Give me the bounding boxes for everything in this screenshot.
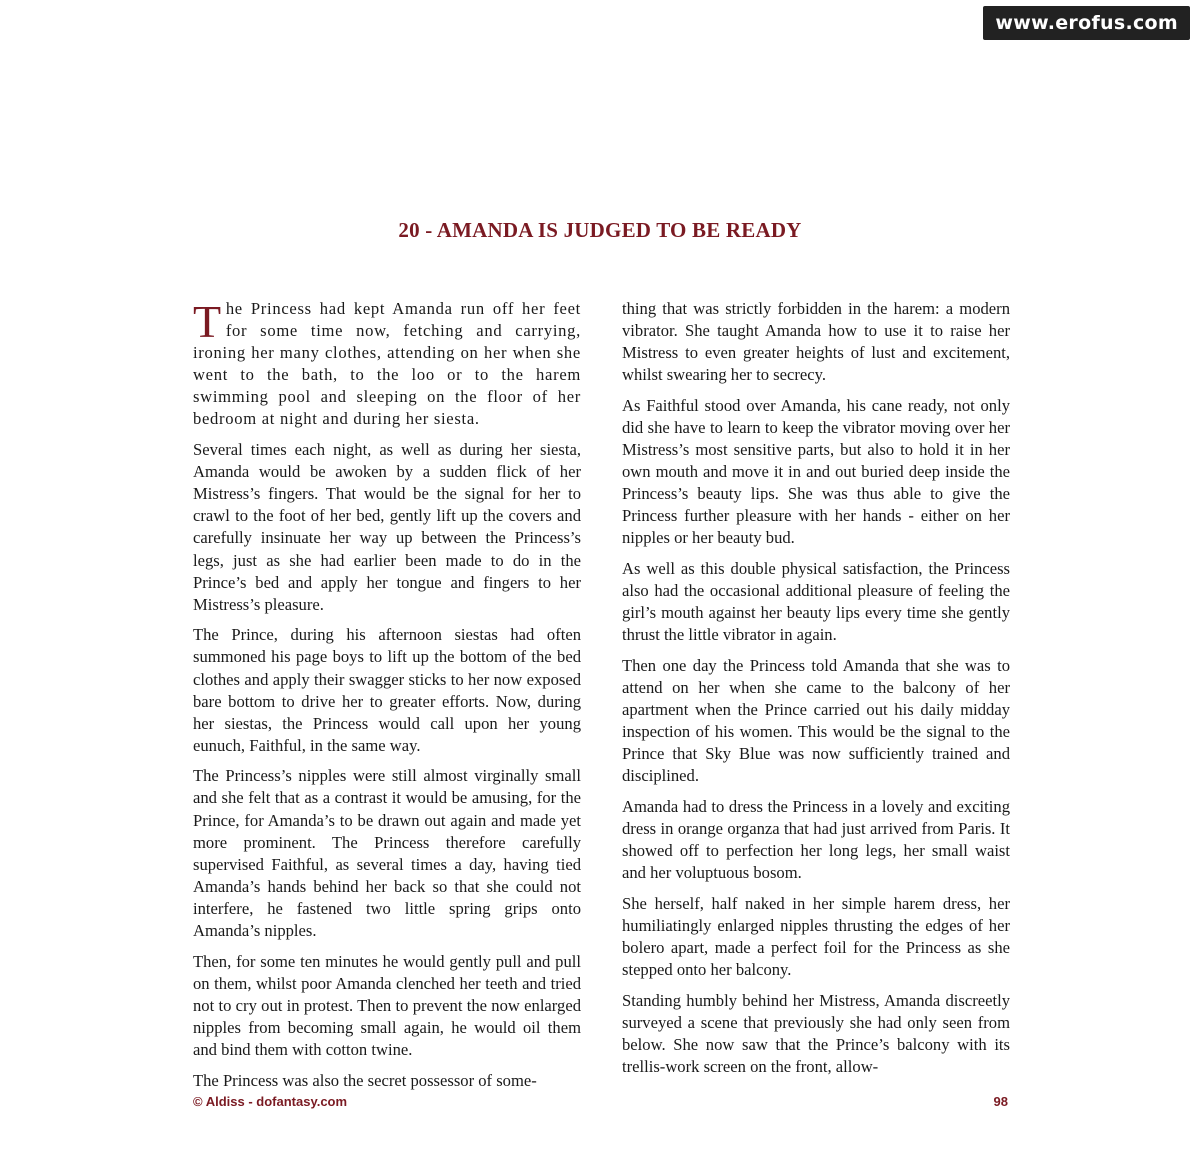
opening-paragraph-text: he Princess had kept Amanda run off her feet for some time now, fetching and carrying, ironing her many clothes, attending on her when she went to the bath, to the loo or to the harem swimming pool and sleeping on the floor of her bedroom at night and during her siesta. (193, 299, 581, 429)
paragraph: As Faithful stood over Amanda, his cane ready, not only did she have to learn to keep the vibrator moving over her Mistress’s most sensitive parts, but also to hold it in her own mouth and move it in and out buried deep inside the Princess’s beauty lips. She was thus able to give the Princess further pleasure with her hands - either on her nipples or her beauty bud. (622, 395, 1010, 548)
paragraph: Standing humbly behind her Mistress, Amanda discreetly surveyed a scene that previously she had only seen from below. She now saw that the Prince’s balcony with its trellis-work screen on the front, allow- (622, 990, 1010, 1076)
page-number: 98 (993, 1094, 1008, 1109)
opening-paragraph (193, 298, 581, 431)
paragraph: Several times each night, as well as during her siesta, Amanda would be awoken by a sudden flick of her Mistress’s fingers. That would be the signal for her to crawl to the foot of her bed, gently lift up the covers and carefully insinuate her way up between the Princess’s legs, just as she had earlier been made to do in the Prince’s bed and apply her tongue and fingers to her Mistress’s pleasure. (193, 440, 581, 614)
paragraph: As well as this double physical satisfaction, the Princess also had the occasional additional pleasure of feeling the girl’s mouth against her beauty lips every time she gently thrust the little vibrator in again. (622, 559, 1010, 645)
watermark-banner: www.erofus.com (983, 6, 1190, 40)
left-column (193, 298, 581, 1100)
paragraph: The Prince, during his afternoon siestas had often summoned his page boys to lift up the bottom of the bed clothes and apply their swagger sticks to her now exposed bare bottom to drive her to greater efforts. Now, during her siestas, the Princess would call upon her young eunuch, Faithful, in the same way. (193, 625, 581, 755)
chapter-title: 20 - AMANDA IS JUDGED TO BE READY (398, 218, 802, 242)
drop-cap: T (193, 296, 222, 347)
paragraph: Amanda had to dress the Princess in a lovely and exciting dress in orange organza that had just arrived from Paris. It showed off to perfection her long legs, her small waist and her voluptuous bosom. (622, 796, 1010, 883)
paragraph: The Princess’s nipples were still almost virginally small and she felt that as a contrast it would be amusing, for the Prince, for Amanda’s to be drawn out again and made yet more prominent. The Princess therefore carefully supervised Faithful, as several times a day, having tied Amanda’s hands behind her back so that she could not interfere, he fastened two little spring grips onto Amanda’s nipples. (193, 766, 581, 941)
right-column (622, 298, 1010, 1087)
paragraph: Then one day the Princess told Amanda that she was to attend on her when she came to the balcony of her apartment when the Prince carried out his daily midday inspection of his women. This would be the signal to the Prince that Sky Blue was now sufficiently trained and disciplined. (622, 655, 1010, 786)
copyright-footer: © Aldiss - dofantasy.com (193, 1094, 348, 1109)
paragraph: thing that was strictly forbidden in the harem: a modern vibrator. She taught Amanda how to use it to raise her Mistress to even greater heights of lust and excitement, whilst swearing her to secrecy. (622, 299, 1010, 385)
paragraph: She herself, half naked in her simple harem dress, her humiliatingly enlarged nipples thrusting the edges of her bolero apart, made a perfect foil for the Princess as she stepped onto her balcony. (622, 893, 1010, 980)
paragraph: Then, for some ten minutes he would gently pull and pull on them, whilst poor Amanda clenched her teeth and tried not to cry out in protest. Then to prevent the now enlarged nipples from becoming small again, he would oil them and bind them with cotton twine. (193, 951, 581, 1059)
paragraph: The Princess was also the secret possessor of some- (193, 1070, 537, 1090)
